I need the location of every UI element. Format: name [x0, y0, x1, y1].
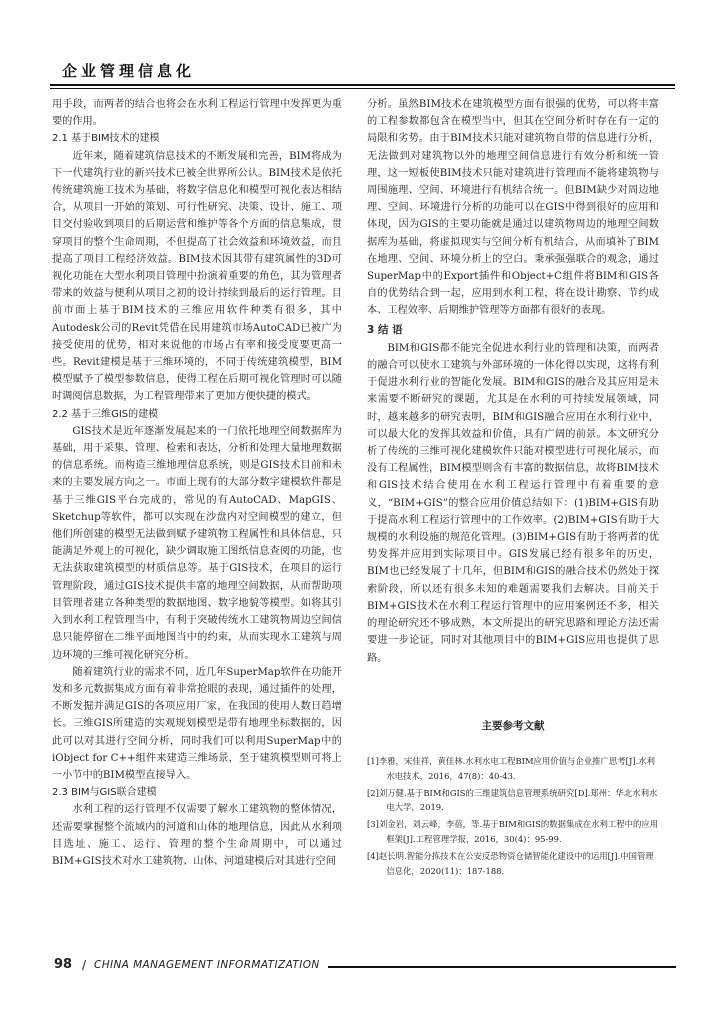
section-3-heading: 3 结 语	[367, 323, 403, 336]
reference-item: [3]刘金岩，刘云峰，李蓓，等.基于BIM和GIS的数据集成在水利工程中的应用框架[J].工程管理学报，2016，30(4)：95-99.	[367, 819, 659, 844]
section-2-3-heading: 2.3 BIM与GIS联合建模	[52, 787, 157, 799]
section-2-3-paragraph: 水利工程的运行管理不仅需要了解水工建筑物的整体情况，还需要掌握整个流域内的河道和山体的地理信息，因此从水利项目选址、施工、运行、管理的整个生命周期中，可以通过BIM+GIS技术对水工建筑物、山体、河道建模后对其进行空间	[52, 804, 342, 867]
reference-item: [4]赵长明.智能分拣技术在公安反恐物资仓储智能化建设中的运用[J].中国管理信息化，2020(11)：187-188.	[367, 850, 654, 876]
section-2-1-heading: 2.1 基于BIM技术的建模	[52, 133, 160, 145]
reference-item: [2]刘万健.基于BIM和GIS的三维建筑信息管理系统研究[D].郑州：华北水利水电大学，2019.	[367, 787, 658, 813]
page-number: 98	[54, 957, 73, 972]
references-list	[367, 754, 659, 880]
journal-header-title: 企业管理信息化	[62, 62, 196, 80]
section-2-2-paragraph: GIS技术是近年逐渐发展起来的一门依托地理空间数据库为基础，用于采集、管理、检索和表达，分析和处理大量地理数据的信息系统。而构造三维地理信息系统，则是GIS技术目前和未来的主要发展方向之一。市面上现有的大部分数字建模软件都是基于三维GIS平台完成的，常见的有AutoCAD、MapGIS、Sketchup等软件，都可以实现在沙盘内对空间模型的建立，但他们所创建的模型无法做到赋予建筑物工程属性和具体信息，只能满足外观上的可视化，缺少调取施工图纸信息查阅的功能，也无法获取建筑模型的材质信息等。基于GIS技术，在项目的运行管理阶段，通过GIS技术提供丰富的地理空间数据，从而帮助项目管理者建立各种类型的数据地图、数字地貌等模型。如将其引入到水利工程管理当中，有利于突破传统水工建筑物周边空间信息只能停留在二维平面地图当中的约束，从而实现水工建筑与周边环境的三维可视化研究分析。	[52, 425, 342, 661]
section-2-1-paragraph: 近年来，随着建筑信息技术的不断发展和完善，BIM将成为下一代建筑行业的新兴技术已被全世界所公认。BIM技术是依托传统建筑施工技术为基础，将数字信息化和模型可视化表达相结合，从项目一开始的策划、可行性研究、决策、设计、施工、项目交付验收到项目的后期运营和维护等各个方面的信息集成，贯穿项目的整个生命周期，不但提高了社会效益和环境效益，而且提高了项目工程经济效益。BIM技术因其带有建筑属性的3D可视化功能在大型水利项目管理中扮演着重要的角色，其为管理者带来的效益与便利从项目之初的设计持续到最后的运行管理。目前市面上基于BIM技术的三维应用软件种类有很多，其中Autodesk公司的Revit凭借在民用建筑市场AutoCAD已被广为接受使用的优势，相对来说他的市场占有率和接受度要更高一些。Revit建模是基于三维环境的，不同于传统建筑模型，BIM模型赋予了模型参数信息，使得工程在后期可视化管理时可以随时调阅信息数据，为工程管理带来了更加方便快捷的模式。	[52, 150, 342, 403]
continuation-paragraph: 分析。虽然BIM技术在建筑模型方面有很强的优势，可以将丰富的工程参数都包含在模型当中，但其在空间分析时存在有一定的局限和劣势。由于BIM技术只能对建筑物自带的信息进行分析，无法做到对建筑物以外的地理空间信息进行有效分析和统一管理，这一短板使BIM技术只能对建筑进行管理而不能将建筑物与周围施理、空间、环境进行有机结合统一。但BIM缺少对周边地理、空间、环境进行分析的功能可以在GIS中得到很好的应用和体现，因为GIS的主要功能就是通过以建筑物周边的地理空间数据库为基础，将虚拟现实与空间分析有机结合，从而填补了BIM在地理、空间、环境分析上的空白。秉承强强联合的观念，通过SuperMap中的Export插件和Object+C组件将BIM和GIS各自的优势结合到一起，应用到水利工程，将在设计勘察、节约成本、工程效率、后期维护管理等方面都有很好的表现。	[367, 99, 659, 317]
footer-journal-name: CHINA MANAGEMENT INFORMATIZATION	[94, 959, 320, 971]
header-rule-thin	[50, 88, 675, 89]
references-title: 主要参考文献	[481, 720, 545, 732]
section-2-2-paragraph-2: 随着建筑行业的需求不同，近几年SuperMap软件在功能开发和多元数据集成方面有着非常抢眼的表现，通过插件的处理，不断发掘并满足GIS的各项应用厂家，在我国的使用人数日趋增长。三维GIS所建造的实观规划模型是带有地理坐标数据的，因此可以对其进行空间分析，同时我们可以利用SuperMap中的iObject for C++组件来建造三维场景，至于建筑模型则可将上一小节中的BIM模型直接导入。	[52, 666, 342, 781]
header-rule-thick	[50, 84, 675, 86]
conclusion-paragraph: BIM和GIS都不能完全促进水利行业的管理和决策，而两者的融合可以使水工建筑与外部环境的一体化得以实现，这将有利于促进水利行业的智能化发展。BIM和GIS的融合及其应用是未来需要不断研究的课题，尤其是在水利的可持续发展领域，同时，越来越多的研究表明，BIM和GIS融合应用在水利行业中，可以最大化的发挥其效益和价值，具有广阔的前景。本文研究分析了传统的三维可视化建模软件只能对模型进行可视化展示，而没有工程属性，BIM模型则含有丰富的数据信息，故将BIM技术和GIS技术结合使用在水利工程运行管理中有着重要的意义，“BIM+GIS”的整合应用价值总结如下：(1)BIM+GIS有助于提高水利工程运行管理中的工作效率。(2)BIM+GIS有助于大规模的水利设施的规范化管理。(3)BIM+GIS有助于将两者的优势发挥并应用到实际项目中。GIS发展已经有很多年的历史，BIM也已经发展了十几年，但BIM和GIS的融合技术仍然处于探索阶段，所以还有很多未知的难题需要我们去解决。目前关于BIM+GIS技术在水利工程运行管理中的应用案例还不多，相关的理论研究还不够成熟，本文所提出的研究思路和理论方法还需要进一步论证，同时对其他项目中的BIM+GIS应用也提供了思路。	[367, 342, 659, 664]
footer-rule	[328, 966, 676, 968]
section-2-2-heading: 2.2 基于三维GIS的建模	[52, 408, 159, 420]
intro-paragraph: 用手段，而两者的结合也将会在水利工程运行管理中发挥更为重要的作用。	[52, 99, 342, 128]
right-column	[367, 96, 659, 667]
footer-separator: /	[82, 958, 87, 972]
left-column	[52, 96, 342, 870]
reference-item: [1]李雅，宋佳祥，黄佳林.水利水电工程BIM应用价值与企业推广思考[J].水利水电技术，2016，47(8)：40-43.	[367, 756, 655, 781]
